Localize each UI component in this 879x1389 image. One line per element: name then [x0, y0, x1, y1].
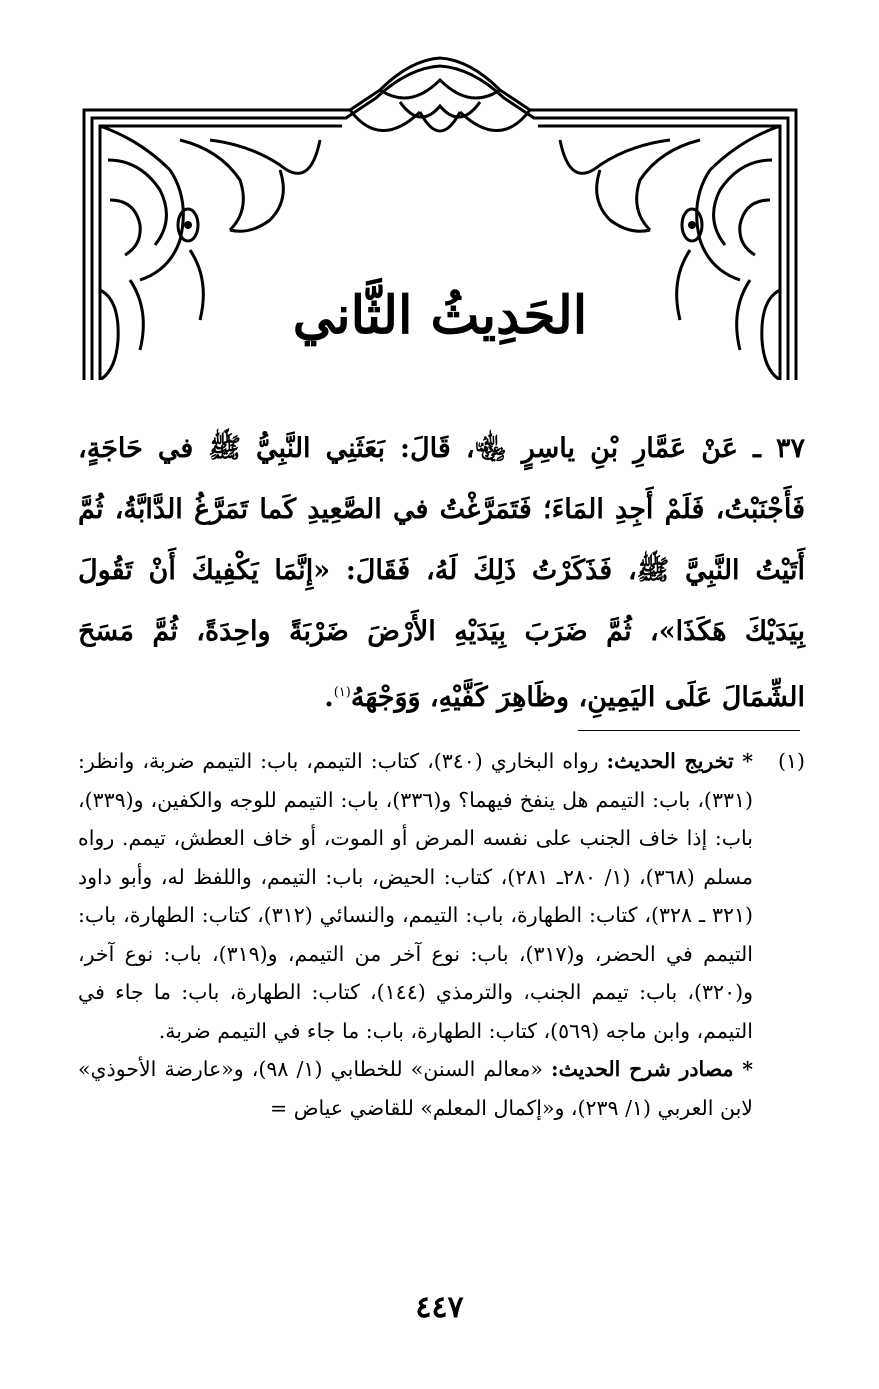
hadith-text	[78, 418, 805, 728]
sources-label: * مصادر شرح الحديث:	[551, 1057, 753, 1081]
takhrij-text: رواه البخاري (٣٤٠)، كتاب: التيمم، باب: التيمم ضربة، وانظر: (٣٣١)، باب: التيمم هل ينفخ فيهما؟ و(٣٣٦)، باب: التيمم للوجه والكفين، و(٣٣٩)، باب: إذا خاف الجنب على نفسه المرض أو الموت، أو خاف العطش، تيمم. رواه مسلم (٣٦٨)، (١/ ٢٨٠ـ ٢٨١)، كتاب: الحيض، باب: التيمم، واللفظ له، وأبو داود (٣٢١ ـ ٣٢٨)، كتاب: الطهارة، باب: التيمم، والنسائي (٣١٢)، كتاب: الطهارة، باب: التيمم في الحضر، و(٣١٧)، باب: نوع آخر من التيمم، و(٣١٩)، باب: نوع آخر، و(٣٢٠)، باب: تيمم الجنب، والترمذي (١٤٤)، كتاب: الطهارة، باب: ما جاء في التيمم، وابن ماجه (٥٦٩)، كتاب: الطهارة، باب: ما جاء في التيمم ضربة.	[78, 749, 753, 1043]
footnote-divider	[578, 730, 800, 731]
footnote-reference: (١)	[333, 685, 351, 700]
takhrij-label: * تخريج الحديث:	[606, 749, 753, 773]
footnote-number: (١)	[777, 749, 805, 773]
footnote-body	[78, 742, 753, 1127]
sources-paragraph	[78, 1050, 753, 1127]
hadith-body: ٣٧ ـ عَنْ عَمَّارِ بْنِ ياسِرٍ ﵄، قَالَ: بَعَثَنِي النَّبِيُّ ﷺ في حَاجَةٍ، فَأَجْنَبْتُ، فَلَمْ أَجِدِ المَاءَ؛ فَتَمَرَّغْتُ في الصَّعِيدِ كَما تَمَرَّغُ الدَّابَّةُ، ثُمَّ أَتَيْتُ النَّبِيَّ ﷺ، فَذَكَرْتُ ذَلِكَ لَهُ، فَقَالَ: «إِنَّمَا يَكْفِيكَ أَنْ تَقُولَ بِيَدَيْكَ هَكَذَا»، ثُمَّ ضَرَبَ بِيَدَيْهِ الأَرْضَ ضَرْبَةً واحِدَةً، ثُمَّ مَسَحَ الشِّمَالَ عَلَى اليَمِينِ، وظَاهِرَ كَفَّيْهِ، وَوَجْهَهُ	[78, 433, 805, 713]
hadith-end-mark: .	[324, 682, 334, 713]
page-number: ٤٤٧	[415, 1290, 464, 1325]
takhrij-paragraph	[78, 742, 753, 1050]
sources-text: «معالم السنن» للخطابي (١/ ٩٨)، و«عارضة الأحوذي» لابن العربي (١/ ٢٣٩)، و«إكمال المعلم» للقاضي عياض =	[78, 1057, 753, 1120]
footnote-section	[78, 742, 805, 1127]
page-title: الحَدِيثُ الثَّاني	[292, 285, 588, 346]
footnote-item	[78, 742, 805, 1127]
